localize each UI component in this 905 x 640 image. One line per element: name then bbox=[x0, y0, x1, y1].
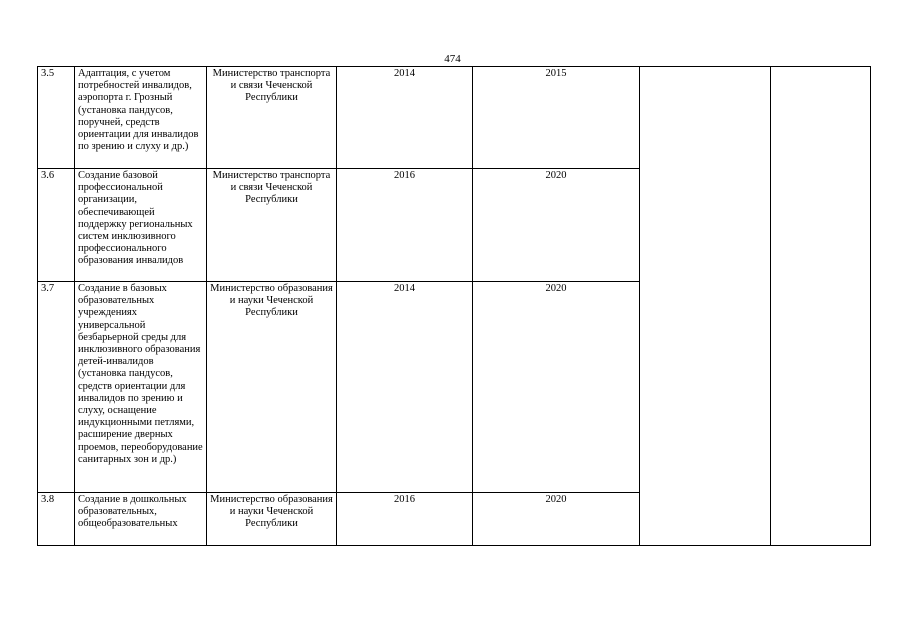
executor: Министерство образования и науки Чеченской Республики bbox=[207, 493, 337, 546]
executor: Министерство транспорта и связи Чеченской Республики bbox=[207, 169, 337, 282]
row-number: 3.5 bbox=[38, 67, 75, 169]
table-row bbox=[38, 67, 871, 169]
row-number: 3.7 bbox=[38, 282, 75, 493]
page-number: 474 bbox=[444, 53, 461, 65]
measures-table bbox=[37, 66, 871, 546]
start-year: 2016 bbox=[337, 169, 473, 282]
measure-name: Адаптация, с учетом потребностей инвалидов, аэропорта г. Грозный (установка пандусов, поручней, средств ориентации для инвалидов по зрению и слуху и др.) bbox=[75, 67, 207, 169]
start-year: 2014 bbox=[337, 282, 473, 493]
measure-name: Создание в базовых образовательных учреждениях универсальной безбарьерной среды для инклюзивного образования детей-инвалидов (установка пандусов, средств ориентации для инвалидов по зрению и слуху, оснащение индукционными петлями, расширение дверных проемов, переоборудование санитарных зон и др.) bbox=[75, 282, 207, 493]
row-number: 3.8 bbox=[38, 493, 75, 546]
start-year: 2014 bbox=[337, 67, 473, 169]
end-year: 2020 bbox=[473, 169, 640, 282]
empty-result-cell bbox=[640, 67, 771, 546]
executor: Министерство образования и науки Чеченской Республики bbox=[207, 282, 337, 493]
measure-name: Создание в дошкольных образовательных, общеобразовательных bbox=[75, 493, 207, 546]
empty-last-cell bbox=[771, 67, 871, 546]
executor: Министерство транспорта и связи Чеченской Республики bbox=[207, 67, 337, 169]
end-year: 2020 bbox=[473, 282, 640, 493]
end-year: 2020 bbox=[473, 493, 640, 546]
end-year: 2015 bbox=[473, 67, 640, 169]
measure-name: Создание базовой профессиональной организации, обеспечивающей поддержку региональных систем инклюзивного профессионального образования инвалидов bbox=[75, 169, 207, 282]
start-year: 2016 bbox=[337, 493, 473, 546]
row-number: 3.6 bbox=[38, 169, 75, 282]
